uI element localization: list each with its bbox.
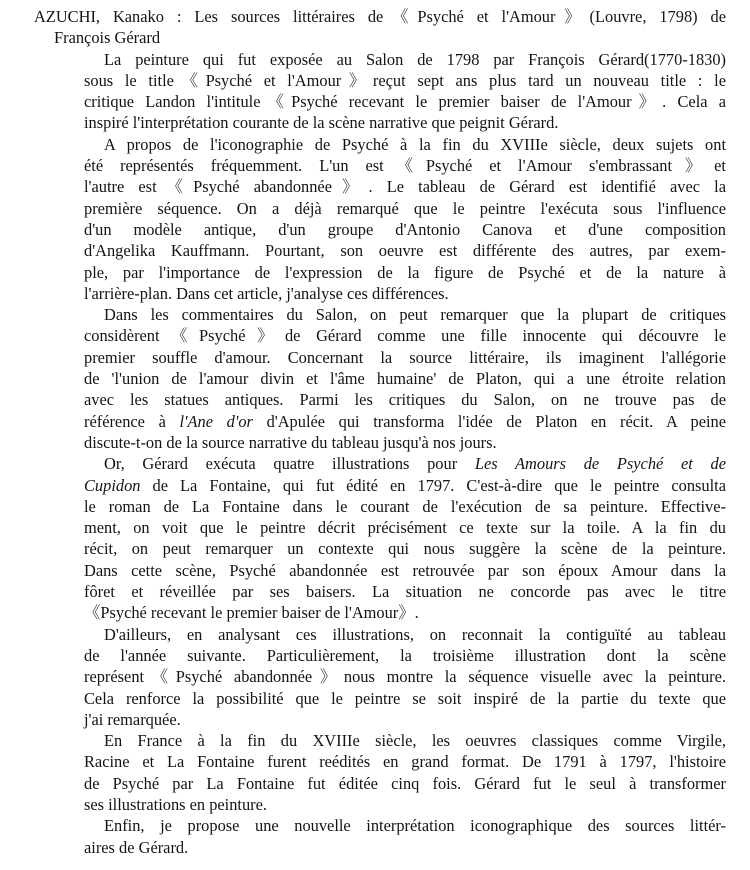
abstract-heading-line-1: AZUCHI, Kanako : Les sources littéraires de《Psyché et l'Amour》(Louvre, 1798) de bbox=[34, 7, 726, 26]
text-line: sous le title《Psyché et l'Amour》reçut sept ans plus tard un nouveau title : le bbox=[84, 70, 726, 90]
paragraph-3 bbox=[34, 304, 726, 453]
text-line: récit, on peut remarquer un contexte qui nous suggère la scène de la peinture. bbox=[84, 539, 726, 559]
paragraph-2 bbox=[34, 134, 726, 304]
text-line: En France à la fin du XVIIIe siècle, les oeuvres classiques comme Virgile, bbox=[104, 731, 726, 751]
text-line: D'ailleurs, en analysant ces illustrations, on reconnait la contiguïté au tableau bbox=[104, 624, 726, 644]
text-line: Dans les commentaires du Salon, on peut remarquer que la plupart de critiques bbox=[104, 305, 726, 325]
paragraph-6 bbox=[34, 730, 726, 815]
text-line: aires de Gérard. bbox=[84, 837, 189, 857]
text-line-mixed bbox=[34, 453, 726, 474]
text-line: Enfin, je propose une nouvelle interprétation iconographique des sources littér- bbox=[104, 816, 726, 836]
book-title-italic: Cupidon bbox=[84, 475, 141, 495]
text-line: Cela renforce la possibilité que le peintre se soit inspiré de la partie du texte que bbox=[84, 688, 726, 708]
text-line: discute-t-on de la source narrative du tableau jusqu'à nos jours. bbox=[84, 432, 497, 452]
text-line: inspiré l'interprétation courante de la scène narrative que peignit Gérard. bbox=[84, 113, 559, 133]
text-line-mixed bbox=[34, 475, 726, 496]
text-line: avec les statues antiques. Parmi les critiques du Salon, on ne trouve pas de bbox=[84, 390, 726, 410]
text-line: l'autre est《Psyché abandonnée》. Le tableau de Gérard est identifié avec la bbox=[84, 177, 726, 197]
text-line: été représentés fréquemment. L'un est《Psyché et l'Amour s'embrassant》et bbox=[84, 156, 726, 176]
text-run: de La Fontaine, qui fut édité en 1797. C'est-à-dire que le peintre consulta bbox=[140, 475, 726, 495]
abstract-heading-line-2: François Gérard bbox=[54, 28, 161, 48]
text-run: d'Apulée qui transforma l'idée de Platon en récit. A peine bbox=[252, 411, 726, 431]
text-line: j'ai remarquée. bbox=[84, 709, 181, 729]
paragraph-4 bbox=[34, 453, 726, 623]
paragraph-5 bbox=[34, 624, 726, 730]
text-line: La peinture qui fut exposée au Salon de 1798 par François Gérard(1770-1830) bbox=[104, 49, 726, 69]
text-line: 《Psyché recevant le premier baiser de l'Amour》. bbox=[84, 603, 419, 623]
text-line: de Psyché par La Fontaine fut éditée cinq fois. Gérard fut le seul à transformer bbox=[84, 773, 726, 793]
text-line: de 'l'union de l'amour divin et l'âme humaine' de Platon, qui a une étroite relation bbox=[84, 369, 726, 389]
text-line: critique Landon l'intitule《Psyché recevant le premier baiser de l'Amour》. Cela a bbox=[84, 92, 726, 112]
text-line: premier souffle d'amour. Concernant la source littéraire, ils imaginent l'allégorie bbox=[84, 347, 726, 367]
text-line: l'arrière-plan. Dans cet article, j'analyse ces différences. bbox=[84, 283, 449, 303]
text-line: Dans cette scène, Psyché abandonnée est retrouvée par son époux Amour dans la bbox=[84, 560, 726, 580]
book-title-italic: l'Ane d'or bbox=[179, 411, 253, 431]
text-line: A propos de l'iconographie de Psyché à la fin du XVIIIe siècle, deux sujets ont bbox=[104, 134, 726, 154]
text-line: considèrent《Psyché》de Gérard comme une fille innocente qui découvre le bbox=[84, 326, 726, 346]
text-line: ple, par l'importance de l'expression de la figure de Psyché et de la nature à bbox=[84, 262, 726, 282]
text-line: Racine et La Fontaine furent reédités en grand format. De 1791 à 1797, l'histoire bbox=[84, 752, 726, 772]
text-line: d'un modèle antique, d'un groupe d'Antonio Canova et d'une composition bbox=[84, 219, 726, 239]
book-title-italic: Les Amours de Psyché et de bbox=[474, 454, 726, 474]
text-line: le roman de La Fontaine dans le courant de l'exécution de sa peinture. Effective- bbox=[84, 496, 726, 516]
text-run: référence à bbox=[84, 411, 180, 431]
text-line: représent《Psyché abandonnée》nous montre la séquence visuelle avec la peinture. bbox=[84, 667, 726, 687]
text-line: ses illustrations en peinture. bbox=[84, 794, 267, 814]
text-line: de l'année suivante. Particulièrement, la troisième illustration dont la scène bbox=[84, 645, 726, 665]
text-run: Or, Gérard exécuta quatre illustrations pour bbox=[104, 454, 475, 474]
text-line: ment, on voit que le peintre décrit précisément ce texte sur la toile. A la fin du bbox=[84, 518, 726, 538]
paragraph-1 bbox=[34, 49, 726, 134]
text-line-mixed bbox=[34, 411, 726, 432]
text-line: d'Angelika Kauffmann. Pourtant, son oeuvre est différente des autres, par exem- bbox=[84, 241, 726, 261]
text-line: première séquence. On a déjà remarqué que le peintre l'exécuta sous l'influence bbox=[84, 198, 726, 218]
paragraph-7 bbox=[34, 815, 726, 858]
text-line: fôret et réveillée par ses baisers. La situation ne concorde pas avec le titre bbox=[84, 582, 726, 602]
